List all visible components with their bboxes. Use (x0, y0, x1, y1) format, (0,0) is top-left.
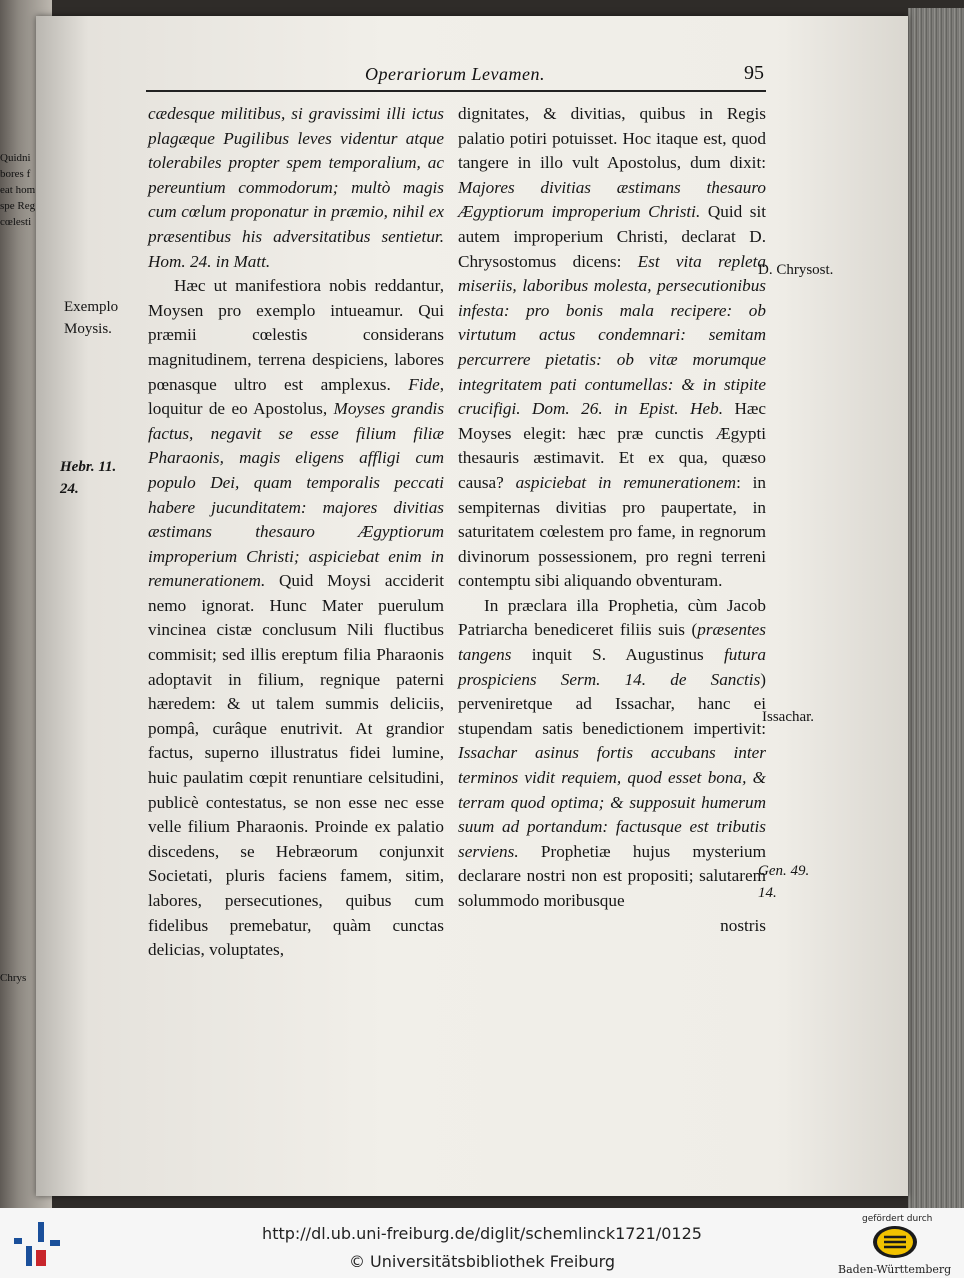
left-paragraph-1: cædesque militibus, si gravissimi illi ictus plagæque Pugilibus leves videntur atque tolerabiles propter spem temporalium, ac pereuntium commodorum; multò magis cum cœlum proponatur in præmio, nihil ex præsentibus his adversitatibus sentietur. Hom. 24. in Matt. (148, 104, 444, 271)
previous-page-fragments: Quidni bores f eat hom spe Reg cœlesti (0, 152, 36, 228)
footer-bar (0, 1208, 964, 1278)
source-url[interactable]: http://dl.ub.uni-freiburg.de/diglit/schemlinck1721/0125 (262, 1224, 702, 1243)
margin-note-issachar: Issachar. (762, 709, 815, 725)
margin-note-genesis: Gen. 49. 14. (758, 863, 810, 901)
sponsor-label: gefördert durch (862, 1214, 933, 1224)
book-page-edges (908, 8, 964, 1208)
margin-note-hebr: Hebr. 11. 24. (60, 459, 117, 497)
book-page (36, 16, 908, 1196)
header-rule (146, 90, 766, 92)
left-column (148, 102, 444, 963)
copyright-text: © Universitätsbibliothek Freiburg (348, 1252, 616, 1271)
page-number: 95 (744, 62, 764, 84)
right-paragraph-1: dignitates, & divitias, quibus in Regis palatio potiri potuisset. Hoc itaque est, quod tangere in illo vult Apostolus, dum dixit: Majores divitias æstimans thesauro Ægyptiorum improperium Christi. Quid sit autem improperium Christi, declarat D. Chrysostomus dicens: Est vita repleta miseriis, laboribus molesta, persecutionibus infesta: pro bonis mala recipere: ob virtutum actus condemnari: semitam percurrere pietatis: ob vitæ morumque integritatem pati contumellas: & in stipite crucifigi. Dom. 26. in Epist. Heb. Hæc Moyses elegit: hæc præ cunctis Ægypti thesauris æstimavit. Et ex qua, quæso causa? aspiciebat in remunerationem: in sempiternas divitias pro paupertate, in saturitatem cœlestem pro fame, in regnorum divinorum possessionem, pro regni terreni contemptu sibi aliquando obventuram. (458, 104, 766, 591)
running-head: Operariorum Levamen. (365, 64, 545, 84)
margin-note-chrysostomus: D. Chrysost. (758, 262, 834, 278)
previous-page-fragment-chrys: Chrys (0, 972, 27, 984)
catchword: nostris (720, 915, 766, 935)
right-paragraph-2: In præclara illa Prophetia, cùm Jacob Patriarcha benediceret filiis suis (præsentes tangens inquit S. Augustinus futura prospiciens Serm. 14. de Sanctis) perveniretque ad Issachar, hanc ei stupendam satis benedictionem impertivit: Issachar asinus fortis accubans inter terminos vidit requiem, quod esset bona, & terram quod optima; & supposuit humerum suum ad portandum: factusque est tributis serviens. Prophetiæ hujus mysterium declarare nostri non est propositi; salutarem solummodo moribusque (458, 595, 766, 910)
baden-wuerttemberg-seal-icon (872, 1225, 918, 1259)
left-paragraph-2: Hæc ut manifestiora nobis reddantur, Moysen pro exemplo intueamur. Qui præmii cœlestis considerans magnitudinem, terrena despiciens, labores pœnasque ultro est amplexus. Fide, loquitur de eo Apostolus, Moyses grandis factus, negavit se esse filium filiæ Pharaonis, magis eligens affligi cum populo Dei, quam temporalis peccati habere jucunditatem: majores divitias æstimans thesauro Ægyptiorum improperium Christi; aspiciebat enim in remunerationem. Quid Moysi acciderit nemo ignorat. Hunc Mater puerulum vincinea cistæ conclusum Nili fluctibus commisit; sed illis ereptum filia Pharaonis adoptavit in filium, regnique paterni hæredem: & ut talem summis deliciis, pompâ, curâque enutrivit. At grandior factus, superno illustratus fidei lumine, huic paulatim cœpit renuntiare celsitudini, publicè contestatus, se non esse nec esse velle filium Pharaonis. Proinde ex palatio discedens, se Hebræorum conjunxit Societati, pluris faciens famem, sitim, labores, persecutiones, quibus cum fidelibus premebatur, quàm cunctas delicias, voluptates, (148, 276, 445, 960)
margin-note-exemplo: Exemplo Moysis. (64, 299, 119, 337)
sponsor-name: Baden-Württemberg (838, 1263, 952, 1276)
right-column (458, 102, 766, 938)
